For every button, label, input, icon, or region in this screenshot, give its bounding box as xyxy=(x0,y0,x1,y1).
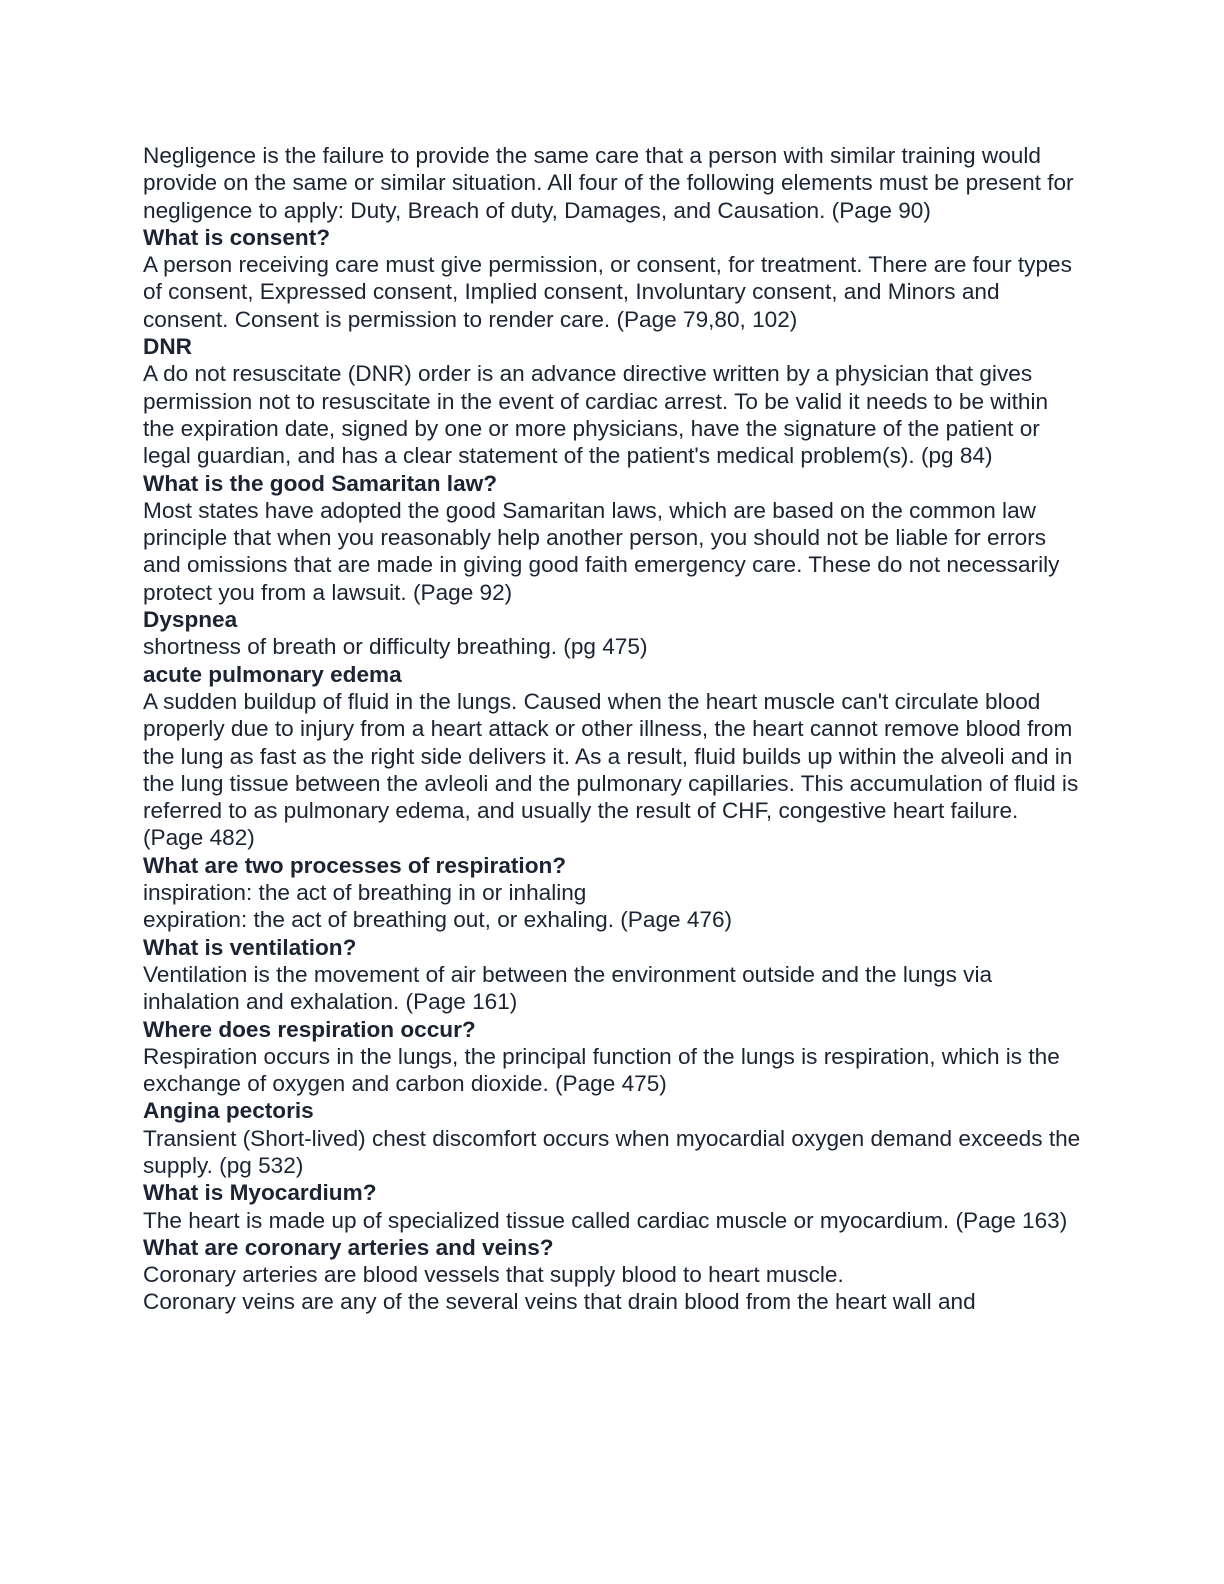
answer-text: Coronary arteries are blood vessels that supply blood to heart muscle. xyxy=(143,1262,844,1288)
question-heading: Angina pectoris xyxy=(143,1098,314,1124)
answer-text: Transient (Short-lived) chest discomfort occurs when myocardial oxygen demand exceeds the supply. (pg 532) xyxy=(143,1125,1081,1178)
question-heading: What are coronary arteries and veins? xyxy=(143,1234,554,1260)
answer-text: Most states have adopted the good Samaritan laws, which are based on the common law principle that when you reasonably help another person, you should not be liable for errors and omissions that are made in giving good faith emergency care. These do not necessarily protect you from a lawsuit. (Page 92) xyxy=(143,497,1060,605)
answer-text: The heart is made up of specialized tissue called cardiac muscle or myocardium. (Page 163) xyxy=(143,1207,1068,1233)
answer-text: A sudden buildup of fluid in the lungs. Caused when the heart muscle can't circulate blood properly due to injury from a heart attack or other illness, the heart cannot remove blood from the lung as fast as the right side delivers it. As a result, fluid builds up within the alveoli and in the lung tissue between the avleoli and the pulmonary capillaries. This accumulation of fluid is referred to as pulmonary edema, and usually the result of CHF, congestive heart failure. (Page 482) xyxy=(143,688,1079,851)
answer-text: shortness of breath or difficulty breathing. (pg 475) xyxy=(143,634,648,660)
answer-text: inspiration: the act of breathing in or inhaling xyxy=(143,880,587,906)
answer-text: Ventilation is the movement of air between the environment outside and the lungs via inhalation and exhalation. (Page 161) xyxy=(143,961,993,1015)
question-heading: DNR xyxy=(143,334,192,360)
question-heading: What are two processes of respiration? xyxy=(143,852,567,878)
answer-text: Coronary veins are any of the several veins that drain blood from the heart wall and xyxy=(143,1289,976,1315)
question-heading: Dyspnea xyxy=(143,607,238,633)
answer-text: Respiration occurs in the lungs, the principal function of the lungs is respiration, which is the exchange of oxygen and carbon dioxide. (Page 475) xyxy=(143,1043,1060,1097)
question-heading: Where does respiration occur? xyxy=(143,1016,476,1042)
answer-text: expiration: the act of breathing out, or exhaling. (Page 476) xyxy=(143,907,733,933)
question-heading: What is the good Samaritan law? xyxy=(143,470,498,496)
answer-text: A person receiving care must give permission, or consent, for treatment. There are four types of consent, Expressed consent, Implied consent, Involuntary consent, and Minors and consent. Consent is permission to render care. (Page 79,80, 102) xyxy=(143,252,1072,332)
question-heading: What is consent? xyxy=(143,224,331,250)
question-heading: What is Myocardium? xyxy=(143,1180,377,1206)
question-heading: acute pulmonary edema xyxy=(143,661,402,687)
question-heading: What is ventilation? xyxy=(143,934,357,960)
answer-text: Negligence is the failure to provide the same care that a person with similar training would provide on the same or similar situation. All four of the following elements must be present for negligence to apply: Duty, Breach of duty, Damages, and Causation. (Page 90) xyxy=(143,143,1074,223)
document-page xyxy=(143,142,1083,1316)
answer-text: A do not resuscitate (DNR) order is an advance directive written by a physician that gives permission not to resuscitate in the event of cardiac arrest. To be valid it needs to be within the expiration date, signed by one or more physicians, have the signature of the patient or legal guardian, and has a clear statement of the patient's medical problem(s). (pg 84) xyxy=(143,361,1049,469)
